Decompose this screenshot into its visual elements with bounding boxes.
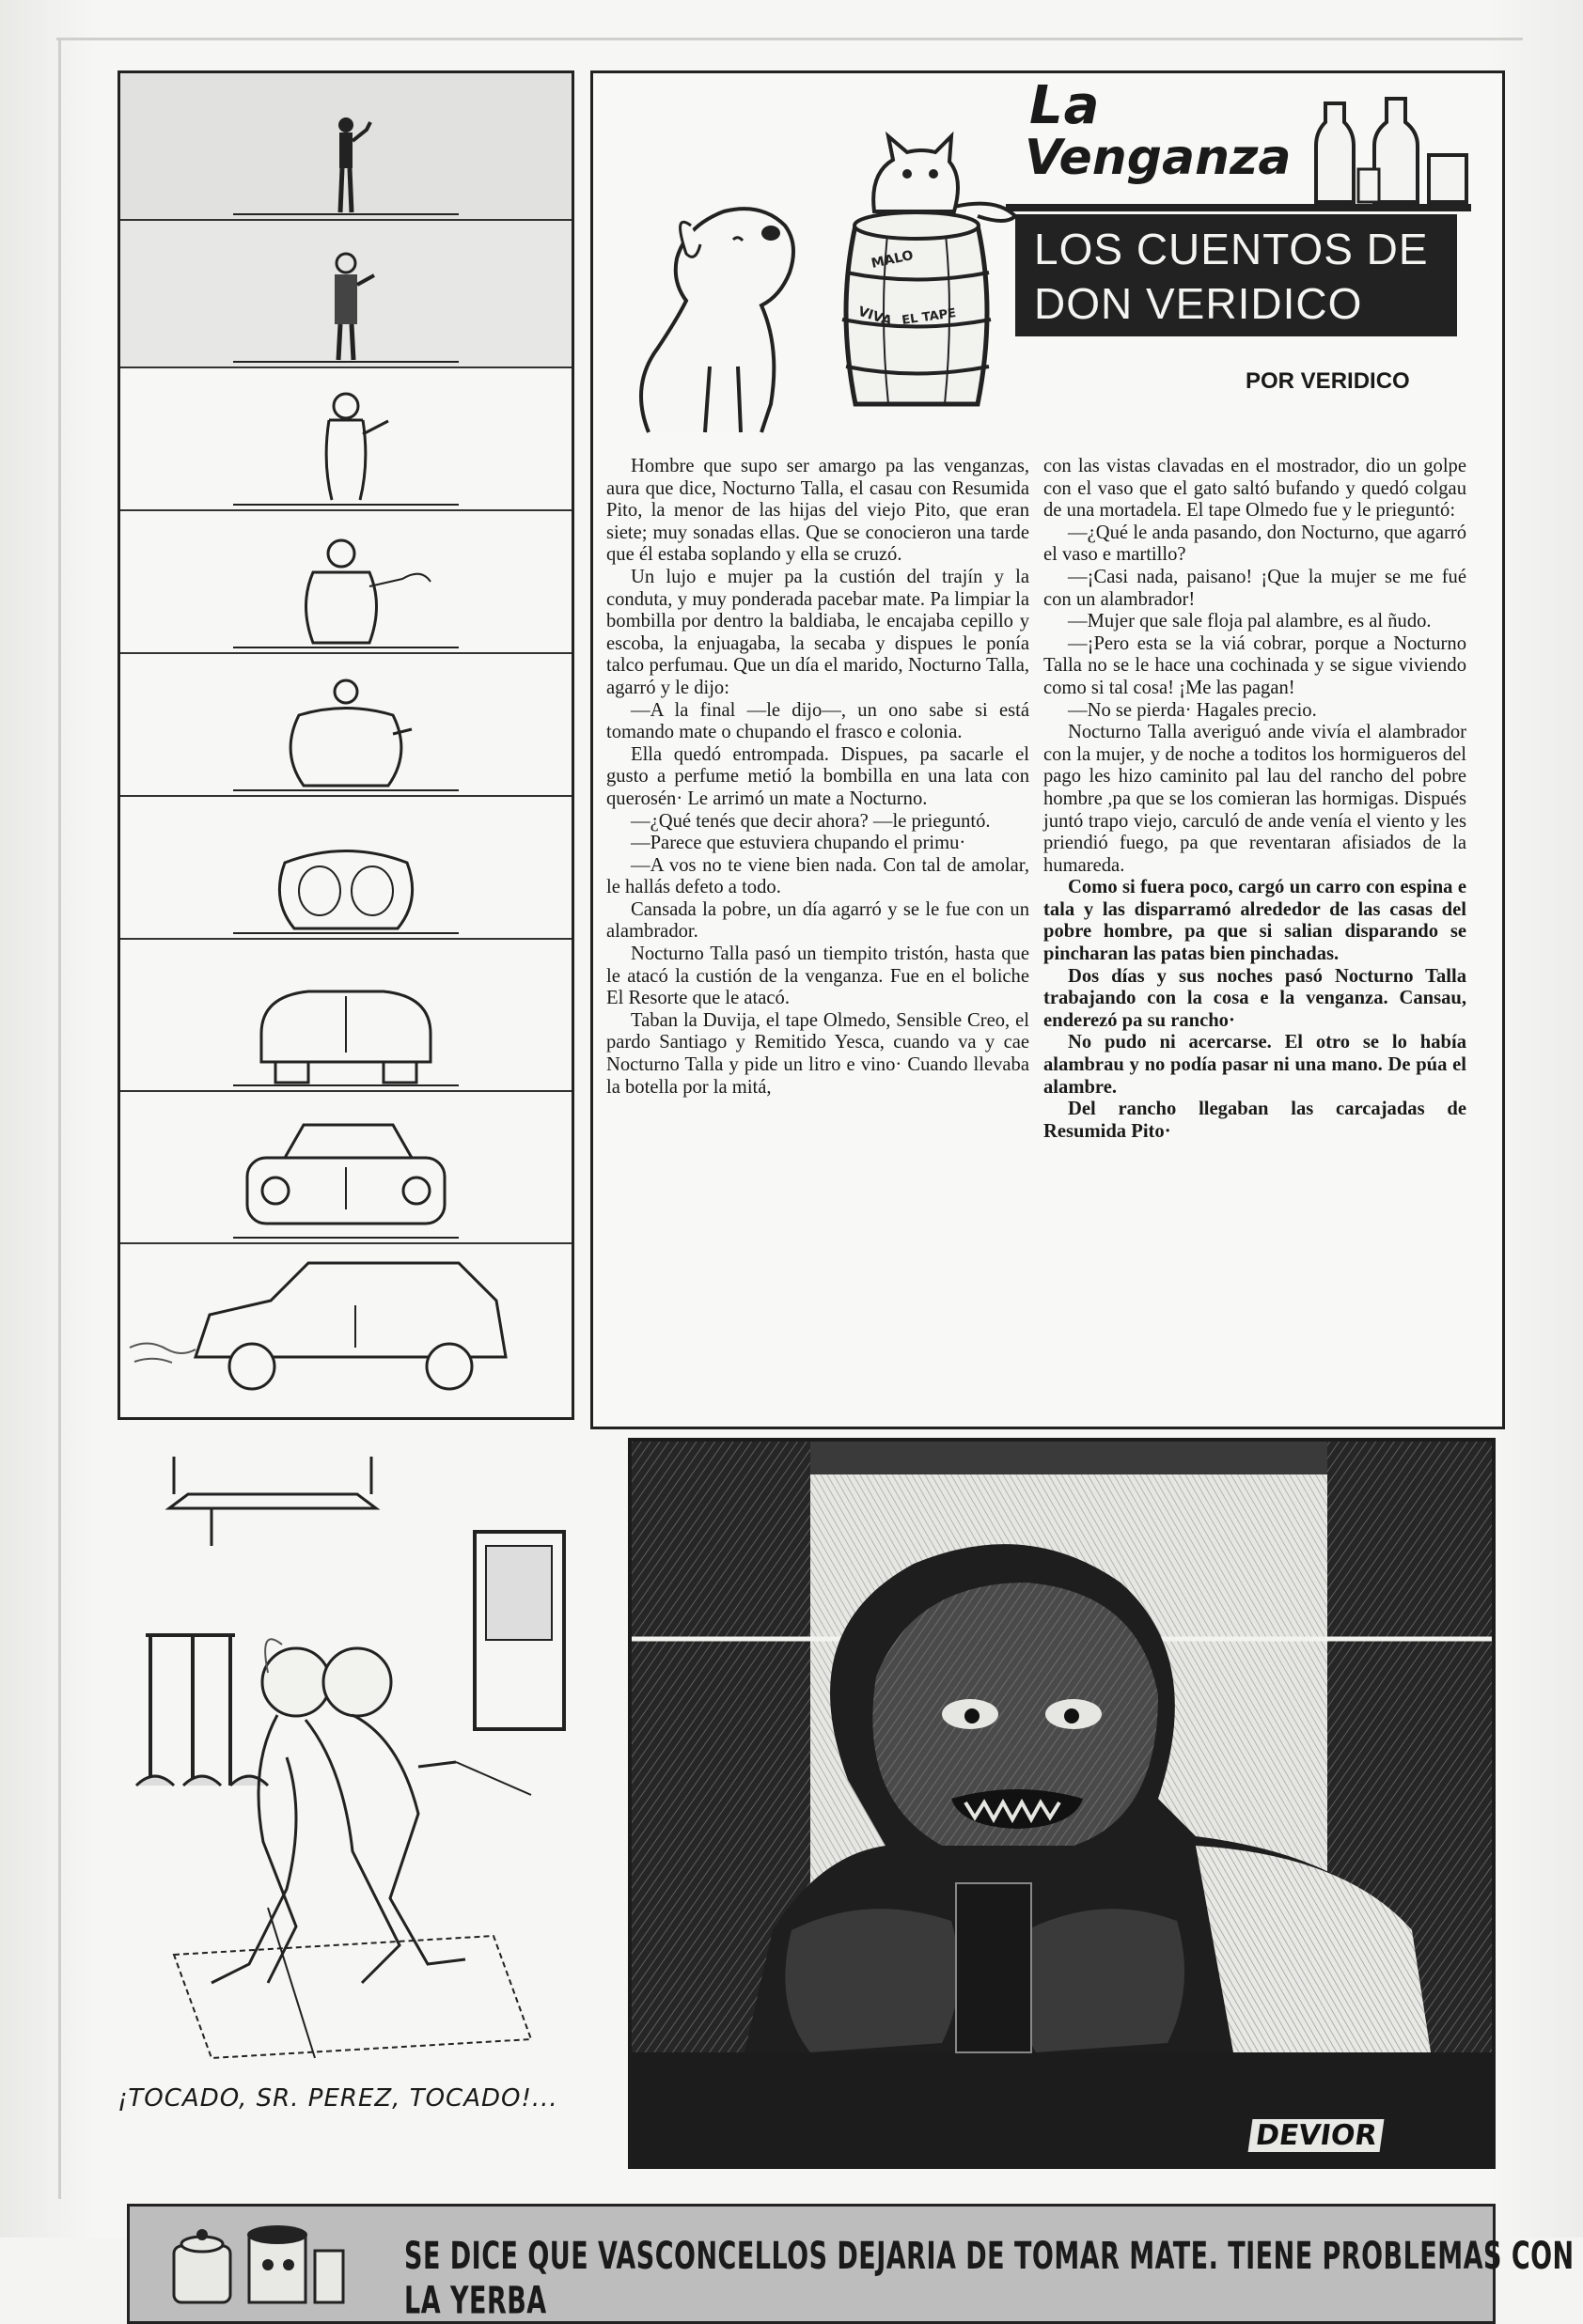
bottles-icon: [1307, 94, 1476, 207]
paragraph: —A vos no te viene bien nada. Con tal de amolar, le hallás defeto a todo.: [606, 854, 1029, 898]
paragraph: Un lujo e mujer pa la custión del trajín y la conduta, y muy ponderada pacebar mate. Pa limpiar la bombilla por dentro la baldiaba, le encajaba cepillo y escoba, la enjuagaba, la secaba y dispues le ponía talco perfumau. Que un día el marido, Nocturno Talla, agarró y le dijo:: [606, 566, 1029, 698]
paragraph: —A la final —le dijo—, un ono sabe si está tomando mate o chupando el frasco e colonia.: [606, 699, 1029, 743]
paragraph: Taban la Duvija, el tape Olmedo, Sensible Creo, el pardo Santiago y Remitido Yesca, cuando va y cae Nocturno Talla y pide un litro e vino· Cuando llevaba la botella por la mitá,: [606, 1009, 1029, 1098]
paragraph: Del rancho llegaban las carcajadas de Resumida Pito·: [1043, 1099, 1466, 1142]
strip-panel-5: [120, 654, 572, 797]
paragraph: Ella quedó entrompada. Dispues, pa sacarle el gusto a perfume metió la bombilla en una lata con querosén· Le arrimó un mate a Nocturno.: [606, 743, 1029, 809]
paragraph: Cansada la pobre, un día agarró y se le fue con un alambrador.: [606, 898, 1029, 943]
paragraph: —¿Qué le anda pasando, don Nocturno, que agarró el vaso e martillo?: [1043, 522, 1466, 566]
strip-panel-2: [120, 221, 572, 368]
paragraph: —¿Qué tenés que decir ahora? —le prieguntó.: [631, 810, 991, 832]
paragraph: Como si fuera poco, cargó un carro con espina e tala y las disparramó alrededor de las casas del pobre hombre, pa que si salian disparando se pincharan las patas bien pinchadas.: [1043, 877, 1466, 965]
series-title-line-1: LOS CUENTOS DE: [1034, 225, 1429, 273]
strip-panel-9: [120, 1244, 572, 1417]
title-venganza: Venganza: [1025, 130, 1292, 186]
paragraph: —Parece que estuviera chupando el primu·: [631, 833, 966, 854]
man-to-car-comic-strip: [118, 70, 574, 1420]
paragraph: Nocturno Talla pasó un tiempito tristón, hasta que le atacó la custión de la venganza. Fue en el boliche El Resorte que le atacó.: [606, 944, 1029, 1009]
byline: POR VERIDICO: [1246, 368, 1410, 394]
fencers-cartoon: [118, 1457, 569, 2077]
paragraph: Hombre que supo ser amargo pa las venganzas, aura que dice, Nocturno Talla, el casau con Resumida Pito, la menor de las hijas del viejo Pito, que eran siete; muy sonadas ellas. Que se conocieron una tarde que él estaba soplando y ella se cruzó.: [606, 456, 1029, 566]
paragraph: —No se pierda· Hagales precio.: [1068, 699, 1317, 721]
paragraph: Nocturno Talla averiguó ande vivía el alambrador con la mujer, y de noche a toditos los hormigueros del pago les hizo caminito pal lau del rancho del pobre hombre ,pa que se los comieran las hormigas. Dispués juntó trapo viejo, carculó de ande venía el viento y les priendió fuego, pa que reventaran afisiados de la humareda.: [1043, 722, 1466, 876]
mate-jar-icons: [165, 2208, 353, 2314]
cartoon-caption: ¡TOCADO, SR. PEREZ, TOCADO!...: [118, 2084, 558, 2113]
man-at-bar-illustration: [628, 1438, 1496, 2169]
paragraph: —Mujer que sale floja pal alambre, es al ñudo.: [1068, 611, 1432, 632]
series-title-line-2: DON VERIDICO: [1034, 279, 1363, 328]
paragraph: —¡Casi nada, paisano! ¡Que la mujer se me fué con un alambrador!: [1043, 566, 1466, 610]
strip-panel-1: [120, 73, 572, 221]
artist-signature: DEVIOR: [1248, 2119, 1385, 2152]
title-la: La: [1029, 75, 1101, 136]
strip-panel-7: [120, 940, 572, 1092]
strip-panel-3: [120, 368, 572, 511]
strip-panel-4: [120, 511, 572, 654]
strip-panel-8: [120, 1092, 572, 1244]
banner-text: SE DICE QUE VASCONCELLOS DEJARIA DE TOMAR MATE. TIENE PROBLEMAS CON LA YERBA: [404, 2234, 1575, 2324]
story-column-1: [606, 456, 1029, 1099]
bar-shelf: [1006, 204, 1471, 211]
paragraph: No pudo ni acercarse. El otro se lo había alambrau y no podía pasar ni una mano. De púa el alambre.: [1043, 1032, 1466, 1098]
paragraph: Dos días y sus noches pasó Nocturno Talla trabajando con la cosa e la venganza. Cansau, enderezó pa su rancho·: [1043, 965, 1466, 1031]
paragraph: —¡Pero esta se la viá cobrar, porque a Nocturno Talla no se le hace una cochinada y se sigue viviendo como si tal cosa! ¡Me las pagan!: [1043, 632, 1466, 698]
barrel-word-2: VIVA: [855, 304, 894, 330]
story-column-2: [1043, 456, 1466, 1143]
barrel-word-3: EL TAPE: [901, 306, 958, 328]
paragraph: con las vistas clavadas en el mostrador, dio un golpe con el vaso que el gato saltó bufando y quedó colgau de una mortadela. El tape Olmedo fue y le prieguntó:: [1043, 456, 1466, 522]
scan-edge-top: [56, 38, 1523, 40]
scan-edge-left: [58, 38, 61, 2199]
strip-panel-6: [120, 797, 572, 940]
barrel-word-1: MALO: [870, 247, 915, 272]
